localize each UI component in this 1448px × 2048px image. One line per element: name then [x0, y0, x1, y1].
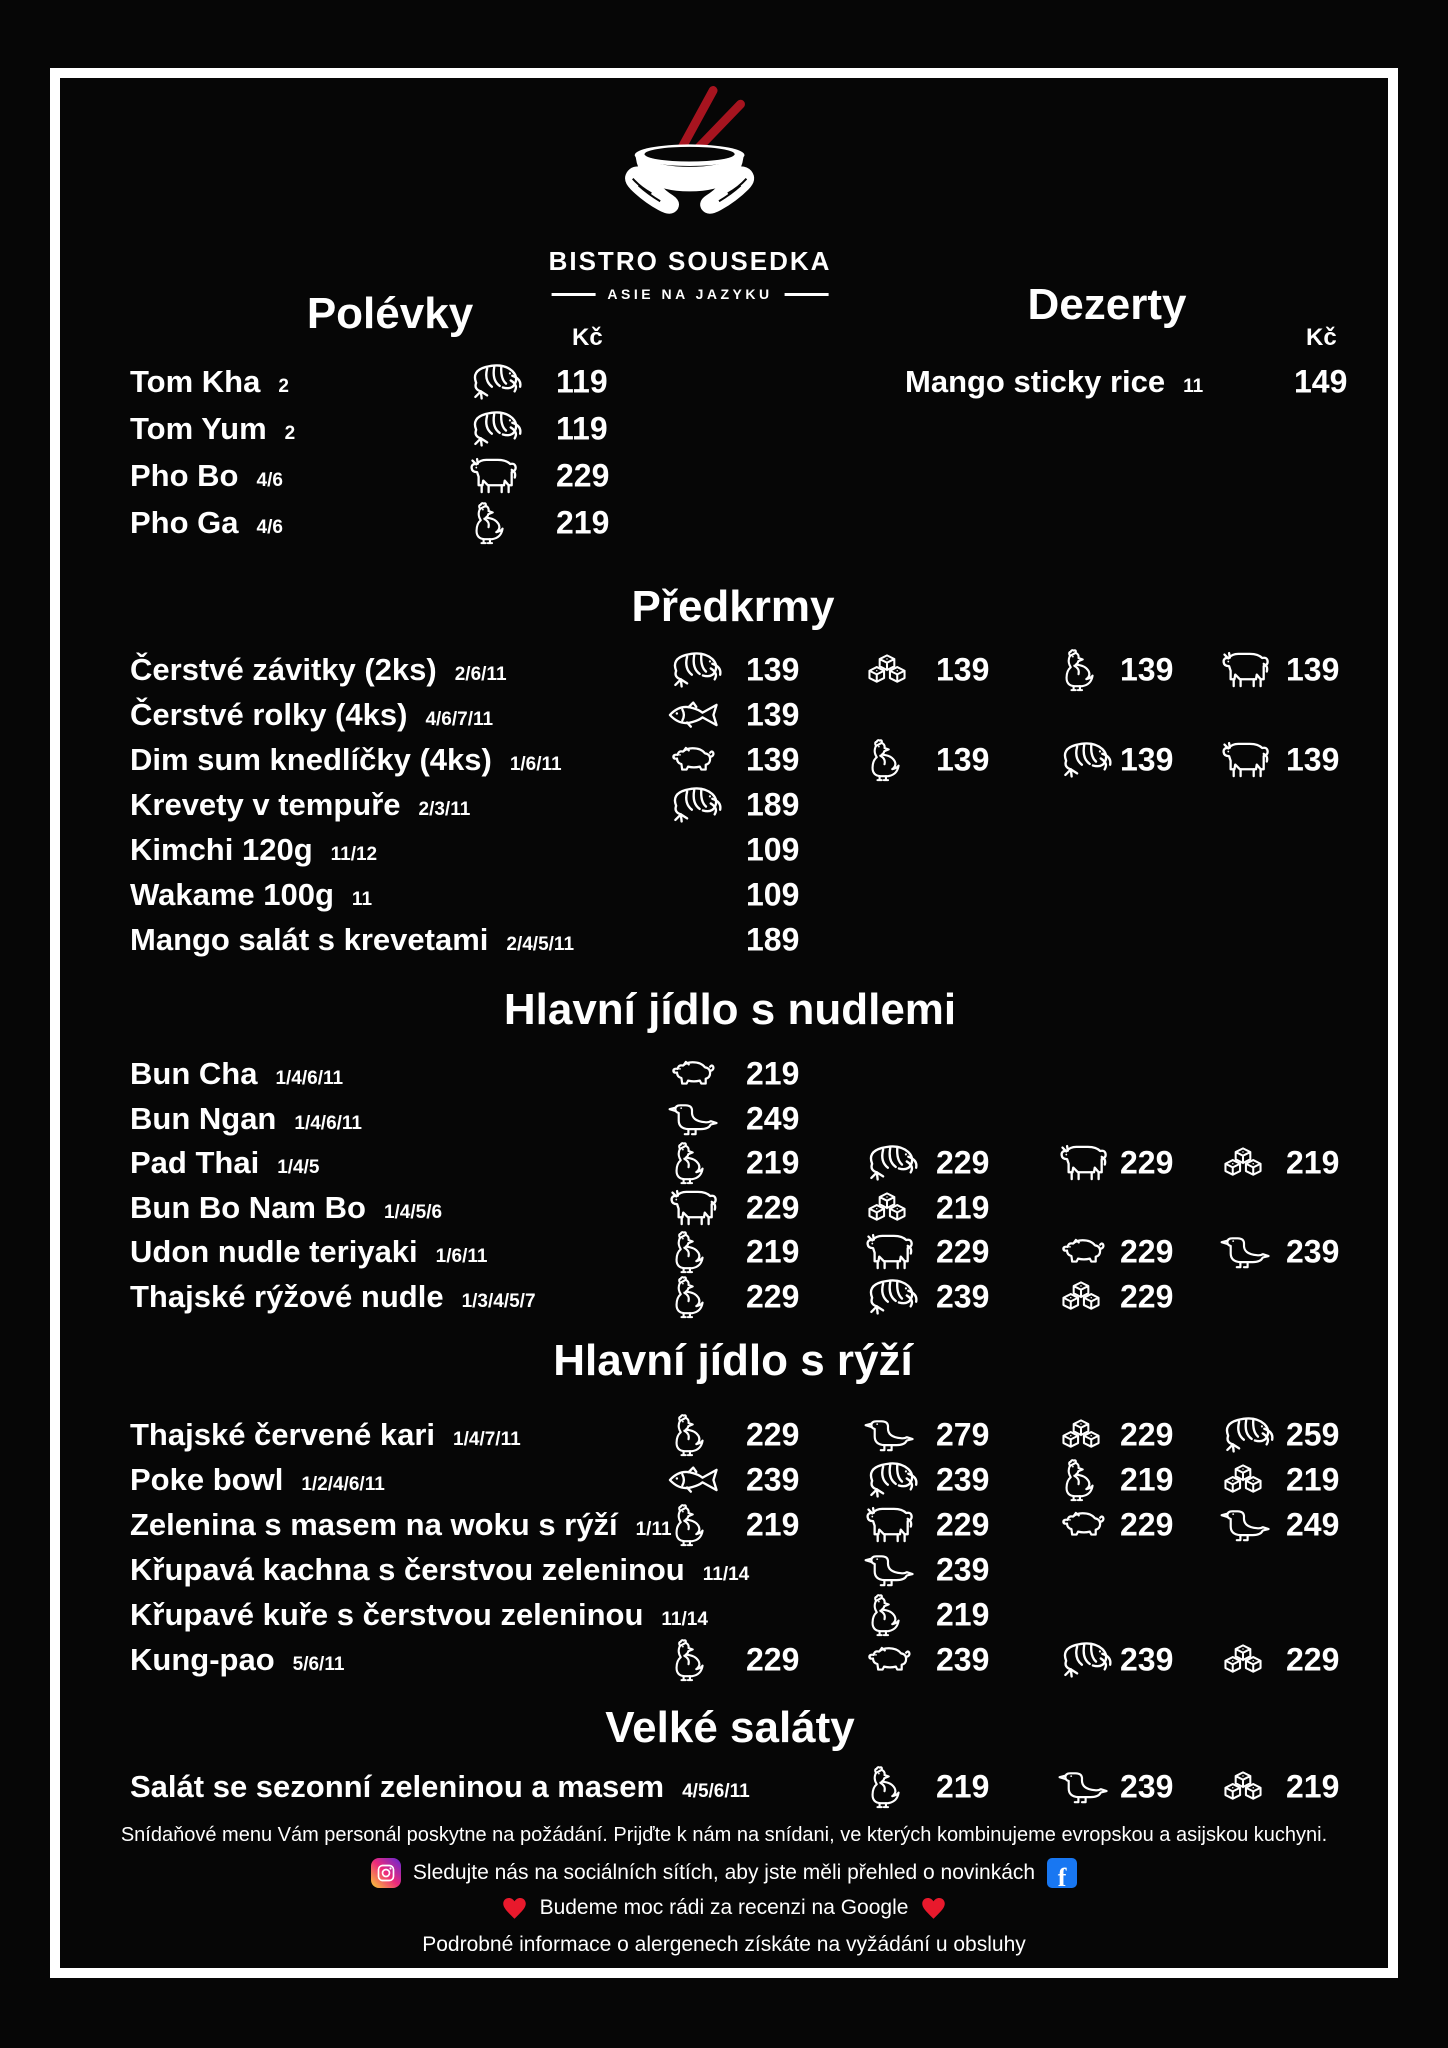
item-price: 139	[1286, 651, 1340, 688]
menu-item-row	[0, 1547, 1448, 1593]
tofu-icon	[1056, 1278, 1106, 1316]
tofu-icon	[862, 1189, 912, 1227]
item-name: Křupavá kachna s čerstvou zeleninou	[130, 1552, 685, 1587]
menu-item-row	[0, 1185, 1448, 1231]
footer-social-row	[62, 1858, 1386, 1888]
beef-icon	[862, 1232, 918, 1272]
item-name: Kimchi 120g	[130, 832, 313, 867]
item-allergens: 11/14	[702, 1564, 750, 1585]
tofu-icon	[1218, 1641, 1268, 1679]
item-name-group	[130, 1597, 708, 1633]
item-allergens: 4/6	[256, 517, 283, 538]
item-name: Čerstvé rolky (4ks)	[130, 697, 408, 732]
menu-item-row	[0, 1274, 1448, 1320]
item-allergens: 11	[351, 889, 373, 910]
item-name-group	[130, 1642, 344, 1678]
item-price: 229	[746, 1278, 800, 1315]
item-name: Krevety v tempuře	[130, 787, 401, 822]
menu-item-row	[0, 692, 1448, 738]
item-price: 219	[746, 1144, 800, 1181]
item-name-group	[130, 832, 377, 868]
facebook-f: f	[1057, 1863, 1067, 1888]
item-allergens: 1/3/4/5/7	[461, 1291, 536, 1312]
item-price: 189	[746, 786, 800, 823]
item-price: 139	[1286, 741, 1340, 778]
chicken-icon	[666, 1275, 704, 1319]
shrimp-icon	[1056, 738, 1114, 782]
chicken-icon	[1056, 1458, 1094, 1502]
item-allergens: 11	[1183, 376, 1204, 397]
item-name-group	[130, 922, 574, 958]
beef-icon	[1218, 650, 1274, 690]
item-price: 239	[1120, 1641, 1174, 1678]
item-price: 239	[936, 1278, 990, 1315]
menu-item-row	[0, 1502, 1448, 1548]
item-name: Thajské červené kari	[130, 1417, 436, 1452]
shrimp-icon	[862, 1458, 920, 1502]
item-price: 229	[1120, 1144, 1174, 1181]
item-name-group	[130, 652, 507, 688]
chicken-icon	[666, 1503, 704, 1547]
pork-icon	[1056, 1507, 1106, 1543]
item-price: 249	[1286, 1506, 1340, 1543]
menu-item-row	[0, 1229, 1448, 1275]
currency-header-dezerty: Kč	[1306, 324, 1337, 351]
item-name: Bun Cha	[130, 1056, 258, 1091]
item-name-group	[130, 1190, 442, 1226]
item-allergens: 1/4/6/11	[294, 1113, 362, 1134]
item-allergens: 1/4/5/6	[383, 1202, 443, 1223]
beef-icon	[1218, 740, 1274, 780]
heart-icon	[501, 1895, 528, 1920]
footer-allergen-note: Podrobné informace o alergenech získáte na vyžádání u obsluhy	[422, 1933, 1026, 1956]
beef-icon	[666, 1188, 722, 1228]
menu-item-row	[0, 500, 1448, 546]
item-name-group	[130, 458, 283, 494]
item-name-group	[905, 364, 1203, 400]
item-name-group	[130, 1101, 362, 1137]
menu-item-row	[0, 1140, 1448, 1186]
item-price: 109	[746, 876, 800, 913]
item-price: 149	[1294, 363, 1348, 400]
item-price: 139	[936, 741, 990, 778]
tagline-dash-right	[785, 293, 829, 296]
item-price: 229	[1120, 1233, 1174, 1270]
item-price: 219	[746, 1055, 800, 1092]
item-price: 219	[1120, 1461, 1174, 1498]
item-allergens: 1/6/11	[509, 754, 562, 775]
item-price: 139	[1120, 651, 1174, 688]
item-name-group	[130, 1507, 672, 1543]
item-allergens: 5/6/11	[292, 1654, 345, 1675]
chicken-icon	[666, 1141, 704, 1185]
item-name: Bun Ngan	[130, 1101, 277, 1136]
item-name: Udon nudle teriyaki	[130, 1234, 418, 1269]
item-price: 229	[1120, 1506, 1174, 1543]
menu-item-row	[0, 647, 1448, 693]
heart-icon	[920, 1895, 947, 1920]
item-name: Pho Ga	[130, 505, 239, 540]
brand-tagline: ASIE NA JAZYKU	[607, 286, 773, 302]
footer-social-text: Sledujte nás na sociálních sítích, aby jste měli přehled o novinkách	[412, 1861, 1036, 1884]
brand-name: BISTRO SOUSEDKA	[548, 246, 832, 276]
item-price: 219	[1286, 1461, 1340, 1498]
menu-item-row	[0, 453, 1448, 499]
fish-icon	[666, 699, 722, 731]
chicken-icon	[862, 1593, 900, 1637]
duck-icon	[1056, 1768, 1108, 1806]
item-allergens: 4/5/6/11	[682, 1781, 750, 1802]
item-allergens: 11/14	[661, 1609, 708, 1630]
item-allergens: 1/11	[635, 1519, 672, 1540]
menu-item-row	[0, 1637, 1448, 1683]
item-allergens: 1/6/11	[435, 1246, 488, 1267]
footer-google-text: Budeme moc rádi za recenzi na Google	[539, 1895, 909, 1919]
duck-icon	[1218, 1233, 1270, 1271]
section-title-polevky: Polévky	[306, 289, 474, 338]
section-title-predkrmy: Předkrmy	[631, 582, 835, 631]
chicken-icon	[666, 1638, 704, 1682]
item-price: 229	[746, 1416, 800, 1453]
menu-item-row	[0, 827, 1448, 873]
item-name: Tom Kha	[130, 364, 261, 399]
duck-icon	[1218, 1506, 1270, 1544]
item-name-group	[130, 1417, 521, 1453]
duck-icon	[862, 1551, 914, 1589]
footer-google-row	[62, 1895, 1386, 1920]
pork-icon	[666, 742, 716, 778]
section-title-salaty: Velké saláty	[605, 1703, 855, 1752]
shrimp-icon	[1056, 1638, 1114, 1682]
item-allergens: 2/3/11	[418, 799, 471, 820]
item-price: 139	[1120, 741, 1174, 778]
menu-item-row	[0, 872, 1448, 918]
item-price: 219	[936, 1768, 990, 1805]
item-price: 229	[746, 1189, 800, 1226]
item-price: 219	[936, 1596, 990, 1633]
item-price: 229	[936, 1506, 990, 1543]
tofu-icon	[1218, 1144, 1268, 1182]
tofu-icon	[1056, 1416, 1106, 1454]
item-price: 139	[746, 696, 800, 733]
item-price: 239	[936, 1551, 990, 1588]
brand-logo	[549, 84, 832, 302]
chicken-icon	[862, 1765, 900, 1809]
item-price: 259	[1286, 1416, 1340, 1453]
menu-item-row	[0, 359, 1448, 405]
item-name: Křupavé kuře s čerstvou zeleninou	[130, 1597, 644, 1632]
item-price: 239	[746, 1461, 800, 1498]
item-name-group	[130, 1279, 536, 1315]
item-allergens: 2	[278, 376, 289, 397]
section-title-nudle: Hlavní jídlo s nudlemi	[503, 985, 957, 1034]
section-title-dezerty: Dezerty	[1027, 280, 1187, 329]
footer-breakfast-note: Snídaňové menu Vám personál poskytne na požádání. Prijďte k nám na snídani, ve kterých kombinujeme evropskou a asijskou kuchyni.	[120, 1824, 1328, 1846]
item-price: 119	[556, 410, 608, 447]
shrimp-icon	[1218, 1413, 1276, 1457]
brand-tagline-row	[551, 286, 828, 302]
item-allergens: 1/4/7/11	[453, 1429, 521, 1450]
item-price: 219	[746, 1506, 800, 1543]
pork-icon	[666, 1056, 716, 1092]
duck-icon	[862, 1416, 914, 1454]
item-name: Salát se sezonní zeleninou a masem	[130, 1769, 665, 1804]
item-allergens: 1/4/5	[277, 1157, 320, 1178]
item-name: Bun Bo Nam Bo	[130, 1190, 366, 1225]
item-price: 139	[746, 741, 800, 778]
menu-item-row	[0, 782, 1448, 828]
tofu-icon	[862, 651, 912, 689]
item-price: 229	[556, 457, 610, 494]
item-name: Kung-pao	[130, 1642, 275, 1677]
item-name-group	[130, 877, 372, 913]
chicken-icon	[466, 501, 504, 545]
menu-item-row	[0, 917, 1448, 963]
item-name: Thajské rýžové nudle	[130, 1279, 444, 1314]
pork-icon	[862, 1642, 912, 1678]
chicken-icon	[666, 1413, 704, 1457]
tagline-dash-left	[551, 293, 595, 296]
item-name-group	[130, 1234, 487, 1270]
menu-item-row	[0, 1051, 1448, 1097]
item-name: Poke bowl	[130, 1462, 284, 1497]
bowl-in-hands-logo	[592, 84, 788, 242]
item-allergens: 2/4/5/11	[506, 934, 575, 955]
shrimp-icon	[466, 407, 524, 451]
item-name: Tom Yum	[130, 411, 267, 446]
item-name: Čerstvé závitky (2ks)	[130, 652, 437, 687]
menu-item-row	[0, 1592, 1448, 1638]
item-name-group	[130, 411, 295, 447]
item-name-group	[130, 1145, 319, 1181]
item-allergens: 1/2/4/6/11	[301, 1474, 385, 1495]
item-name-group	[130, 1462, 385, 1498]
item-price: 239	[936, 1461, 990, 1498]
item-name-group	[130, 505, 283, 541]
currency-header-polevky: Kč	[572, 324, 603, 351]
menu-item-row	[0, 1412, 1448, 1458]
item-name: Mango sticky rice	[905, 364, 1166, 399]
item-name-group	[130, 742, 562, 778]
item-price: 229	[1120, 1416, 1174, 1453]
item-price: 229	[746, 1641, 800, 1678]
pork-icon	[1056, 1234, 1106, 1270]
item-price: 119	[556, 363, 608, 400]
item-name-group	[130, 787, 470, 823]
fish-icon	[666, 1464, 722, 1496]
chicken-icon	[1056, 648, 1094, 692]
shrimp-icon	[862, 1275, 920, 1319]
item-price: 219	[556, 504, 610, 541]
instagram-icon	[371, 1858, 401, 1888]
beef-icon	[1056, 1143, 1112, 1183]
item-name-group	[130, 1769, 750, 1805]
item-allergens: 1/4/6/11	[275, 1068, 344, 1089]
item-name-group	[130, 1552, 749, 1588]
item-price: 239	[1120, 1768, 1174, 1805]
chicken-icon	[862, 738, 900, 782]
shrimp-icon	[666, 783, 724, 827]
item-allergens: 2/6/11	[454, 664, 507, 685]
item-allergens: 4/6/7/11	[425, 709, 494, 730]
item-price: 279	[936, 1416, 990, 1453]
shrimp-icon	[666, 648, 724, 692]
menu-item-row	[0, 406, 1448, 452]
item-name: Wakame 100g	[130, 877, 334, 912]
duck-icon	[666, 1100, 718, 1138]
facebook-icon	[1047, 1858, 1077, 1888]
menu-item-row	[0, 1457, 1448, 1503]
item-name: Dim sum knedlíčky (4ks)	[130, 742, 492, 777]
item-price: 219	[1286, 1144, 1340, 1181]
item-price: 229	[1286, 1641, 1340, 1678]
item-price: 109	[746, 831, 800, 868]
item-price: 139	[746, 651, 800, 688]
item-price: 239	[1286, 1233, 1340, 1270]
item-price: 239	[936, 1641, 990, 1678]
chicken-icon	[666, 1230, 704, 1274]
item-name: Mango salát s krevetami	[130, 922, 489, 957]
item-price: 189	[746, 921, 800, 958]
shrimp-icon	[862, 1141, 920, 1185]
tofu-icon	[1218, 1768, 1268, 1806]
menu-item-row	[0, 1096, 1448, 1142]
item-price: 249	[746, 1100, 800, 1137]
beef-icon	[466, 456, 522, 496]
item-price: 139	[936, 651, 990, 688]
item-price: 229	[936, 1233, 990, 1270]
item-price: 229	[936, 1144, 990, 1181]
item-name-group	[130, 697, 493, 733]
item-price: 219	[746, 1233, 800, 1270]
menu-item-row	[0, 1764, 1448, 1810]
item-name: Pad Thai	[130, 1145, 260, 1180]
item-name: Zelenina s masem na woku s rýží	[130, 1507, 618, 1542]
section-title-ryze: Hlavní jídlo s rýží	[553, 1336, 913, 1385]
item-price: 219	[936, 1189, 990, 1226]
menu-item-row	[0, 737, 1448, 783]
tofu-icon	[1218, 1461, 1268, 1499]
item-name-group	[130, 1056, 343, 1092]
item-name: Pho Bo	[130, 458, 239, 493]
item-allergens: 4/6	[256, 470, 283, 491]
item-allergens: 11/12	[330, 844, 378, 865]
item-price: 219	[1286, 1768, 1340, 1805]
item-price: 229	[1120, 1278, 1174, 1315]
item-allergens: 2	[284, 423, 296, 444]
beef-icon	[862, 1505, 918, 1545]
